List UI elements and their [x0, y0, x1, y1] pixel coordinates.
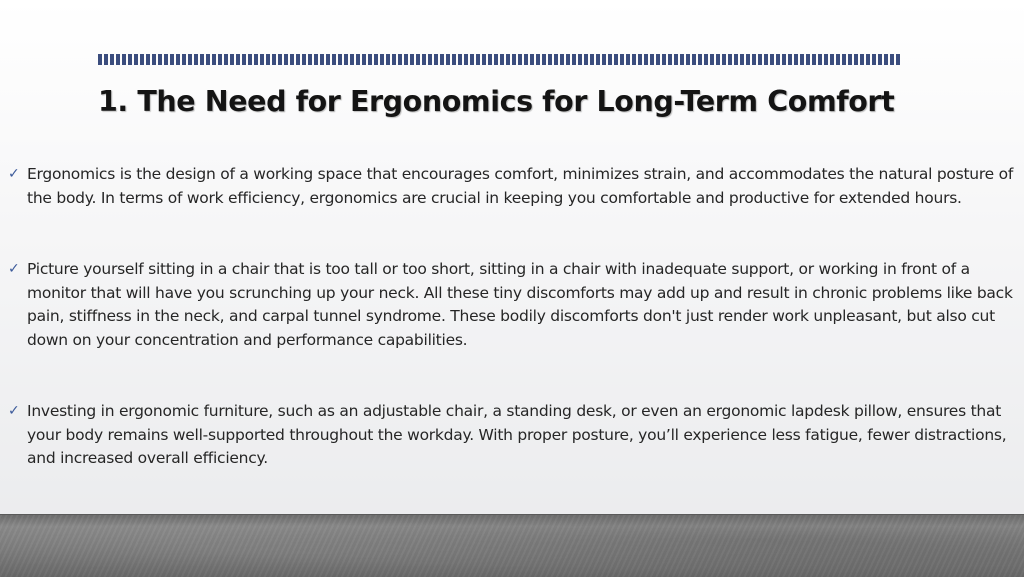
check-icon: ✓	[8, 261, 20, 277]
slide-title: 1. The Need for Ergonomics for Long-Term Comfort	[98, 85, 895, 118]
bullet-text: Ergonomics is the design of a working space that encourages comfort, minimizes strain, and accommodates the natural posture of the body. In terms of work efficiency, ergonomics are crucial in keeping you comfortable and productive for extended hours.	[27, 165, 1014, 207]
bullet-item	[8, 258, 1018, 352]
bullet-text: Picture yourself sitting in a chair that is too tall or too short, sitting in a chair with inadequate support, or working in front of a monitor that will have you scrunching up your neck. All these tiny discomforts may add up and result in chronic problems like back pain, stiffness in the neck, and carpal tunnel syndrome. These bodily discomforts don't just render work unpleasant, but also cut down on your concentration and performance capabilities.	[27, 260, 1013, 349]
bullet-list	[8, 163, 1018, 471]
title-decoration-bar	[98, 54, 902, 65]
floor-background	[0, 514, 1024, 577]
bullet-text: Investing in ergonomic furniture, such as an adjustable chair, a standing desk, or even an ergonomic lapdesk pillow, ensures that your body remains well-supported throughout the workday. With proper posture, you’ll experience less fatigue, fewer distractions, and increased overall efficiency.	[27, 402, 1007, 467]
check-icon: ✓	[8, 403, 20, 419]
bullet-item	[8, 163, 1018, 210]
bullet-item	[8, 400, 1018, 471]
check-icon: ✓	[8, 166, 20, 182]
